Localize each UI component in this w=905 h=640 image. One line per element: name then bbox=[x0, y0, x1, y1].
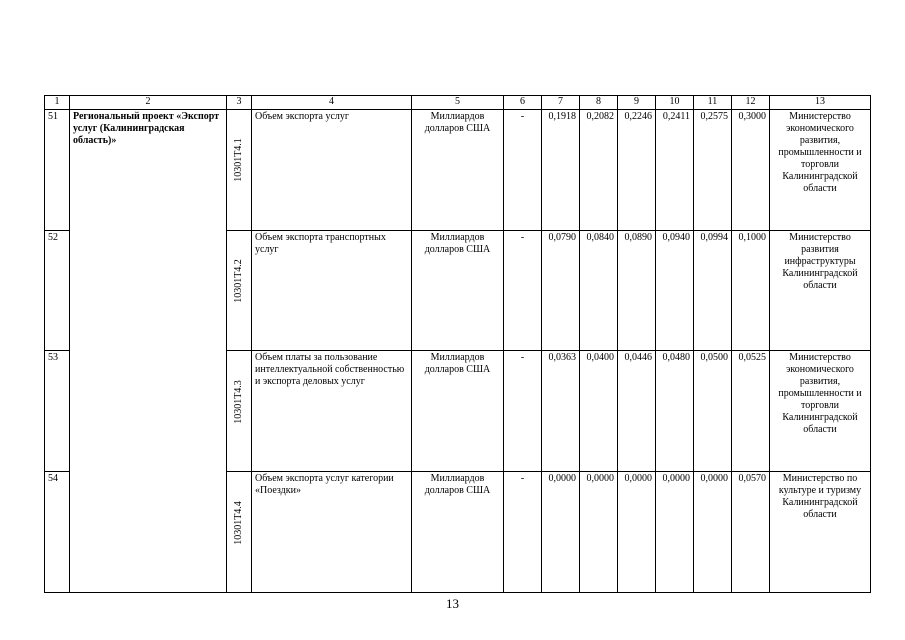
base-value: - bbox=[504, 351, 542, 472]
responsible-body: Министерство экономического развития, промышленности и торговли Калининградской области bbox=[770, 351, 871, 472]
column-number: 6 bbox=[504, 96, 542, 110]
year-value: 0,2246 bbox=[618, 109, 656, 230]
year-value: 0,3000 bbox=[732, 109, 770, 230]
indicator-name: Объем экспорта услуг bbox=[252, 109, 412, 230]
year-value: 0,2082 bbox=[580, 109, 618, 230]
column-number: 5 bbox=[412, 96, 504, 110]
row-number: 53 bbox=[45, 351, 70, 472]
year-value: 0,0500 bbox=[694, 351, 732, 472]
project-name: Региональный проект «Экспорт услуг (Калининградская область)» bbox=[70, 109, 227, 592]
column-number: 7 bbox=[542, 96, 580, 110]
year-value: 0,2411 bbox=[656, 109, 694, 230]
year-value: 0,0840 bbox=[580, 230, 618, 351]
row-number: 52 bbox=[45, 230, 70, 351]
responsible-body: Министерство развития инфраструктуры Калининградской области bbox=[770, 230, 871, 351]
indicator-code: 10301T4.4 bbox=[227, 472, 252, 593]
column-number: 4 bbox=[252, 96, 412, 110]
year-value: 0,0940 bbox=[656, 230, 694, 351]
indicator-code: 10301T4.1 bbox=[227, 109, 252, 230]
column-number: 8 bbox=[580, 96, 618, 110]
year-value: 0,0000 bbox=[542, 472, 580, 593]
column-number: 2 bbox=[70, 96, 227, 110]
year-value: 0,0446 bbox=[618, 351, 656, 472]
column-number: 1 bbox=[45, 96, 70, 110]
year-value: 0,2575 bbox=[694, 109, 732, 230]
indicator-name: Объем экспорта услуг категории «Поездки» bbox=[252, 472, 412, 593]
unit: Миллиардов долларов США bbox=[412, 472, 504, 593]
row-number: 54 bbox=[45, 472, 70, 593]
base-value: - bbox=[504, 230, 542, 351]
year-value: 0,0890 bbox=[618, 230, 656, 351]
row-number: 51 bbox=[45, 109, 70, 230]
year-value: 0,0790 bbox=[542, 230, 580, 351]
year-value: 0,0570 bbox=[732, 472, 770, 593]
responsible-body: Министерство по культуре и туризму Калининградской области bbox=[770, 472, 871, 593]
column-number: 12 bbox=[732, 96, 770, 110]
year-value: 0,1918 bbox=[542, 109, 580, 230]
year-value: 0,0000 bbox=[656, 472, 694, 593]
year-value: 0,1000 bbox=[732, 230, 770, 351]
unit: Миллиардов долларов США bbox=[412, 109, 504, 230]
year-value: 0,0400 bbox=[580, 351, 618, 472]
responsible-body: Министерство экономического развития, промышленности и торговли Калининградской области bbox=[770, 109, 871, 230]
year-value: 0,0363 bbox=[542, 351, 580, 472]
year-value: 0,0525 bbox=[732, 351, 770, 472]
indicator-table bbox=[44, 95, 871, 593]
indicator-name: Объем платы за пользование интеллектуальной собственностью и экспорта деловых услуг bbox=[252, 351, 412, 472]
indicator-name: Объем экспорта транспортных услуг bbox=[252, 230, 412, 351]
table-row bbox=[45, 109, 871, 230]
column-number: 3 bbox=[227, 96, 252, 110]
column-number: 13 bbox=[770, 96, 871, 110]
column-number: 11 bbox=[694, 96, 732, 110]
indicator-code: 10301T4.3 bbox=[227, 351, 252, 472]
indicator-code: 10301T4.2 bbox=[227, 230, 252, 351]
year-value: 0,0000 bbox=[694, 472, 732, 593]
column-number: 9 bbox=[618, 96, 656, 110]
base-value: - bbox=[504, 472, 542, 593]
column-number-row bbox=[45, 96, 871, 110]
year-value: 0,0994 bbox=[694, 230, 732, 351]
year-value: 0,0480 bbox=[656, 351, 694, 472]
unit: Миллиардов долларов США bbox=[412, 351, 504, 472]
unit: Миллиардов долларов США bbox=[412, 230, 504, 351]
page-number: 13 bbox=[446, 596, 459, 611]
column-number: 10 bbox=[656, 96, 694, 110]
year-value: 0,0000 bbox=[618, 472, 656, 593]
base-value: - bbox=[504, 109, 542, 230]
year-value: 0,0000 bbox=[580, 472, 618, 593]
